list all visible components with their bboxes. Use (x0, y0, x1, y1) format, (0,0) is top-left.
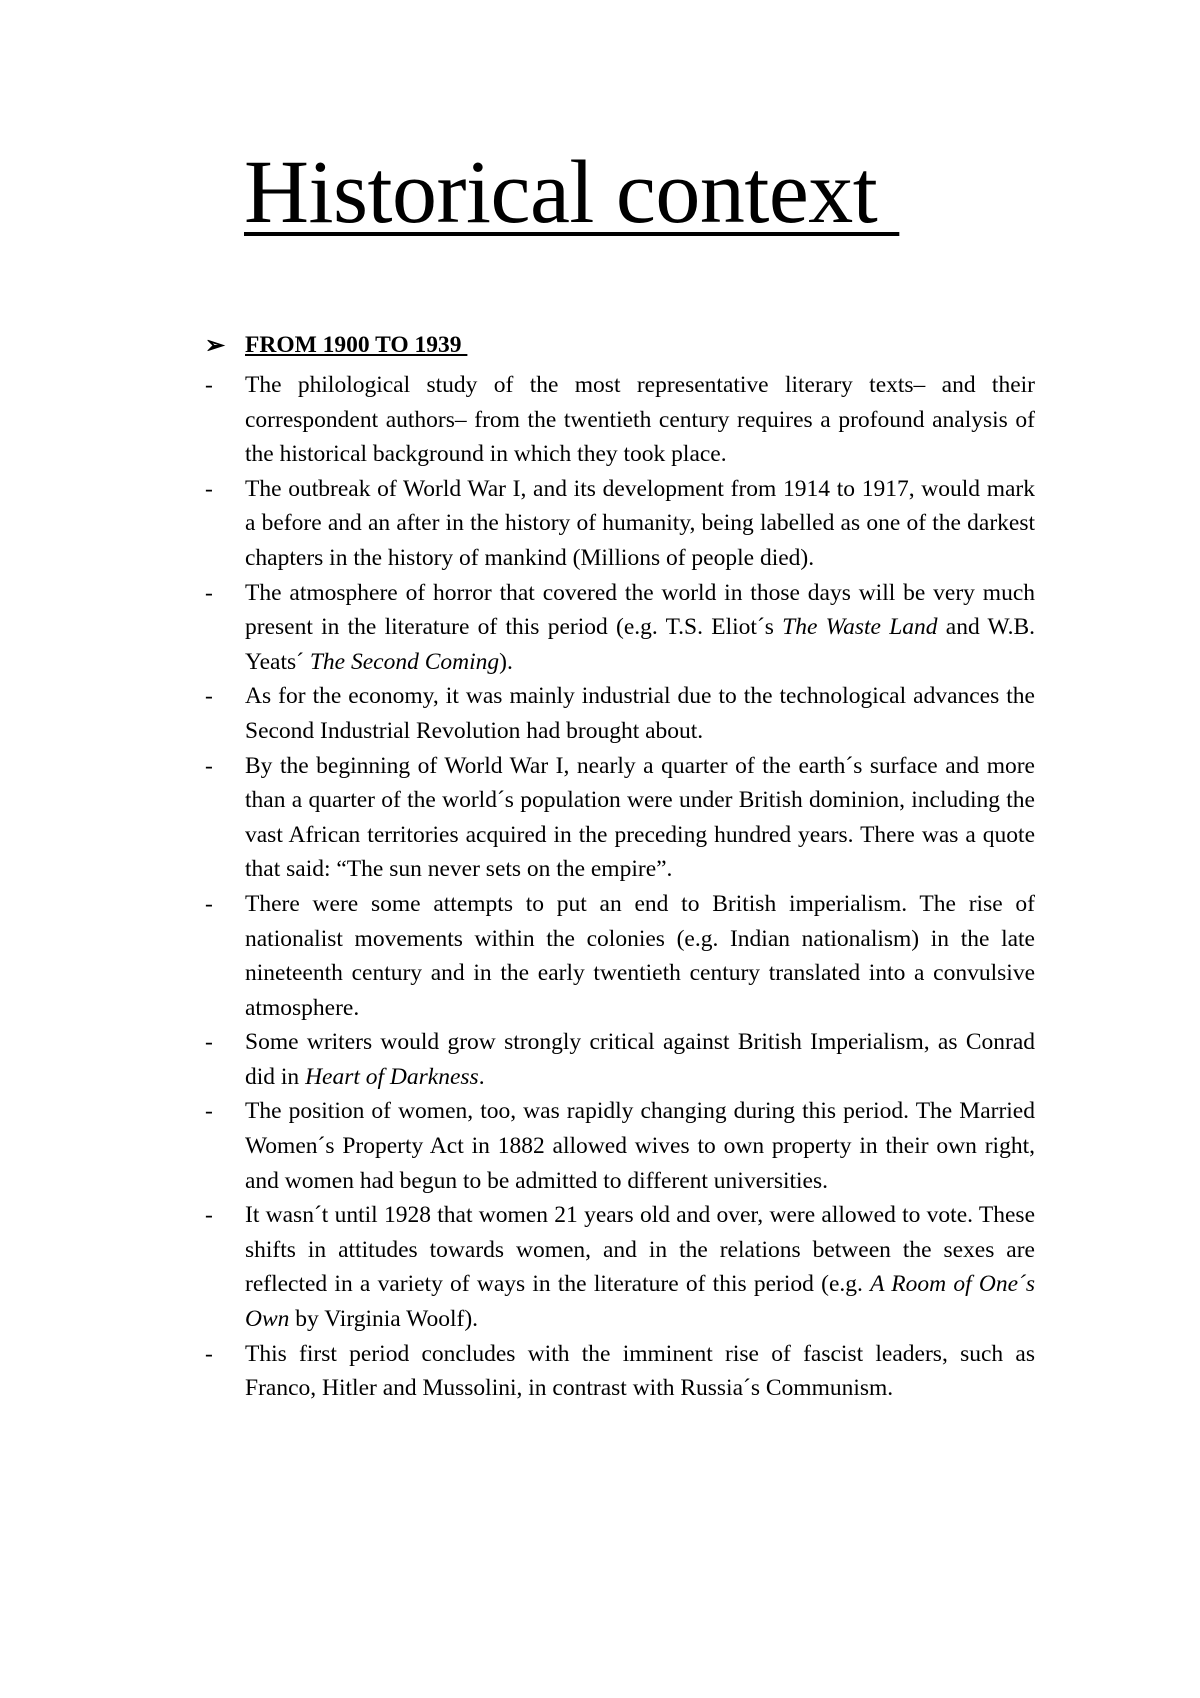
list-item (205, 887, 1035, 1025)
list-item (205, 749, 1035, 887)
italic-title-text: A Room of One´s Own (245, 1271, 1035, 1333)
body-text: The atmosphere of horror that covered the world in those days will be very much present in the literature of this period (e.g. T.S. Eliot´s (245, 579, 1035, 641)
page-title: Historical context (244, 143, 900, 242)
body-text: It wasn´t until 1928 that women 21 years old and over, were allowed to vote. These shifts in attitudes towards women, and in the relations between the sexes are reflected in a variety of ways in the literature of this period (e.g. (245, 1202, 1035, 1298)
body-text: . (478, 1063, 485, 1090)
list-item (205, 679, 1035, 748)
italic-title-text: The Second Coming (309, 648, 500, 675)
body-text: There were some attempts to put an end to British imperialism. The rise of nationalist movements within the colonies (e.g. Indian nationalism) in the late nineteenth century and in the early twentieth century translated into a convulsive atmosphere. (245, 890, 1035, 1021)
section-heading: FROM 1900 TO 1939 (245, 331, 468, 358)
arrowhead-bullet-icon: ➢ (205, 332, 226, 359)
dash-bullet: - (205, 1098, 213, 1125)
list-item (205, 1025, 1035, 1094)
bullet-list (205, 368, 1035, 1406)
body-text: This first period concludes with the imminent rise of fascist leaders, such as Franco, Hitler and Mussolini, in contrast with Russia´s Communism. (245, 1340, 1035, 1402)
body-text: By the beginning of World War I, nearly a quarter of the earth´s surface and more than a quarter of the world´s population were under British dominion, including the vast African territories acquired in the preceding hundred years. There was a quote that said: “The sun never sets on the empire”. (245, 752, 1035, 883)
dash-bullet: - (205, 579, 213, 606)
body-text: by Virginia Woolf). (289, 1306, 479, 1333)
body-text: As for the economy, it was mainly industrial due to the technological advances the Second Industrial Revolution had brought about. (245, 683, 1035, 744)
body-text: The outbreak of World War I, and its development from 1914 to 1917, would mark a before and an after in the history of humanity, being labelled as one of the darkest chapters in the history of mankind (Millions of people died). (245, 475, 1035, 571)
dash-bullet: - (205, 683, 213, 710)
dash-bullet: - (205, 890, 213, 917)
list-item (205, 368, 1035, 472)
dash-bullet: - (205, 1029, 213, 1056)
dash-bullet: - (205, 1340, 213, 1367)
italic-title-text: The Waste Land (782, 614, 938, 641)
dash-bullet: - (205, 1202, 213, 1229)
body-text: and W.B. Yeats´ (245, 614, 1035, 675)
list-item (205, 472, 1035, 576)
section-header (205, 328, 1035, 362)
body-text: Some writers would grow strongly critical against British Imperialism, as Conrad did in (245, 1029, 1035, 1090)
dash-bullet: - (205, 372, 213, 398)
body-text: The position of women, too, was rapidly changing during this period. The Married Women´s Property Act in 1882 allowed wives to own property in their own right, and women had begun to be admitted to different universities. (245, 1098, 1035, 1194)
italic-title-text: Heart of Darkness (305, 1063, 479, 1090)
dash-bullet: - (205, 752, 213, 779)
body-text: The philological study of the most representative literary texts– and their correspondent authors– from the twentieth century requires a profound analysis of the historical background in which they took place. (245, 372, 1035, 468)
list-item (205, 1337, 1035, 1406)
dash-bullet: - (205, 475, 213, 502)
list-item (205, 576, 1035, 680)
body-text: ). (499, 648, 513, 675)
list-item (205, 1094, 1035, 1198)
section-1900-1939 (205, 328, 1035, 1406)
list-item (205, 1198, 1035, 1336)
